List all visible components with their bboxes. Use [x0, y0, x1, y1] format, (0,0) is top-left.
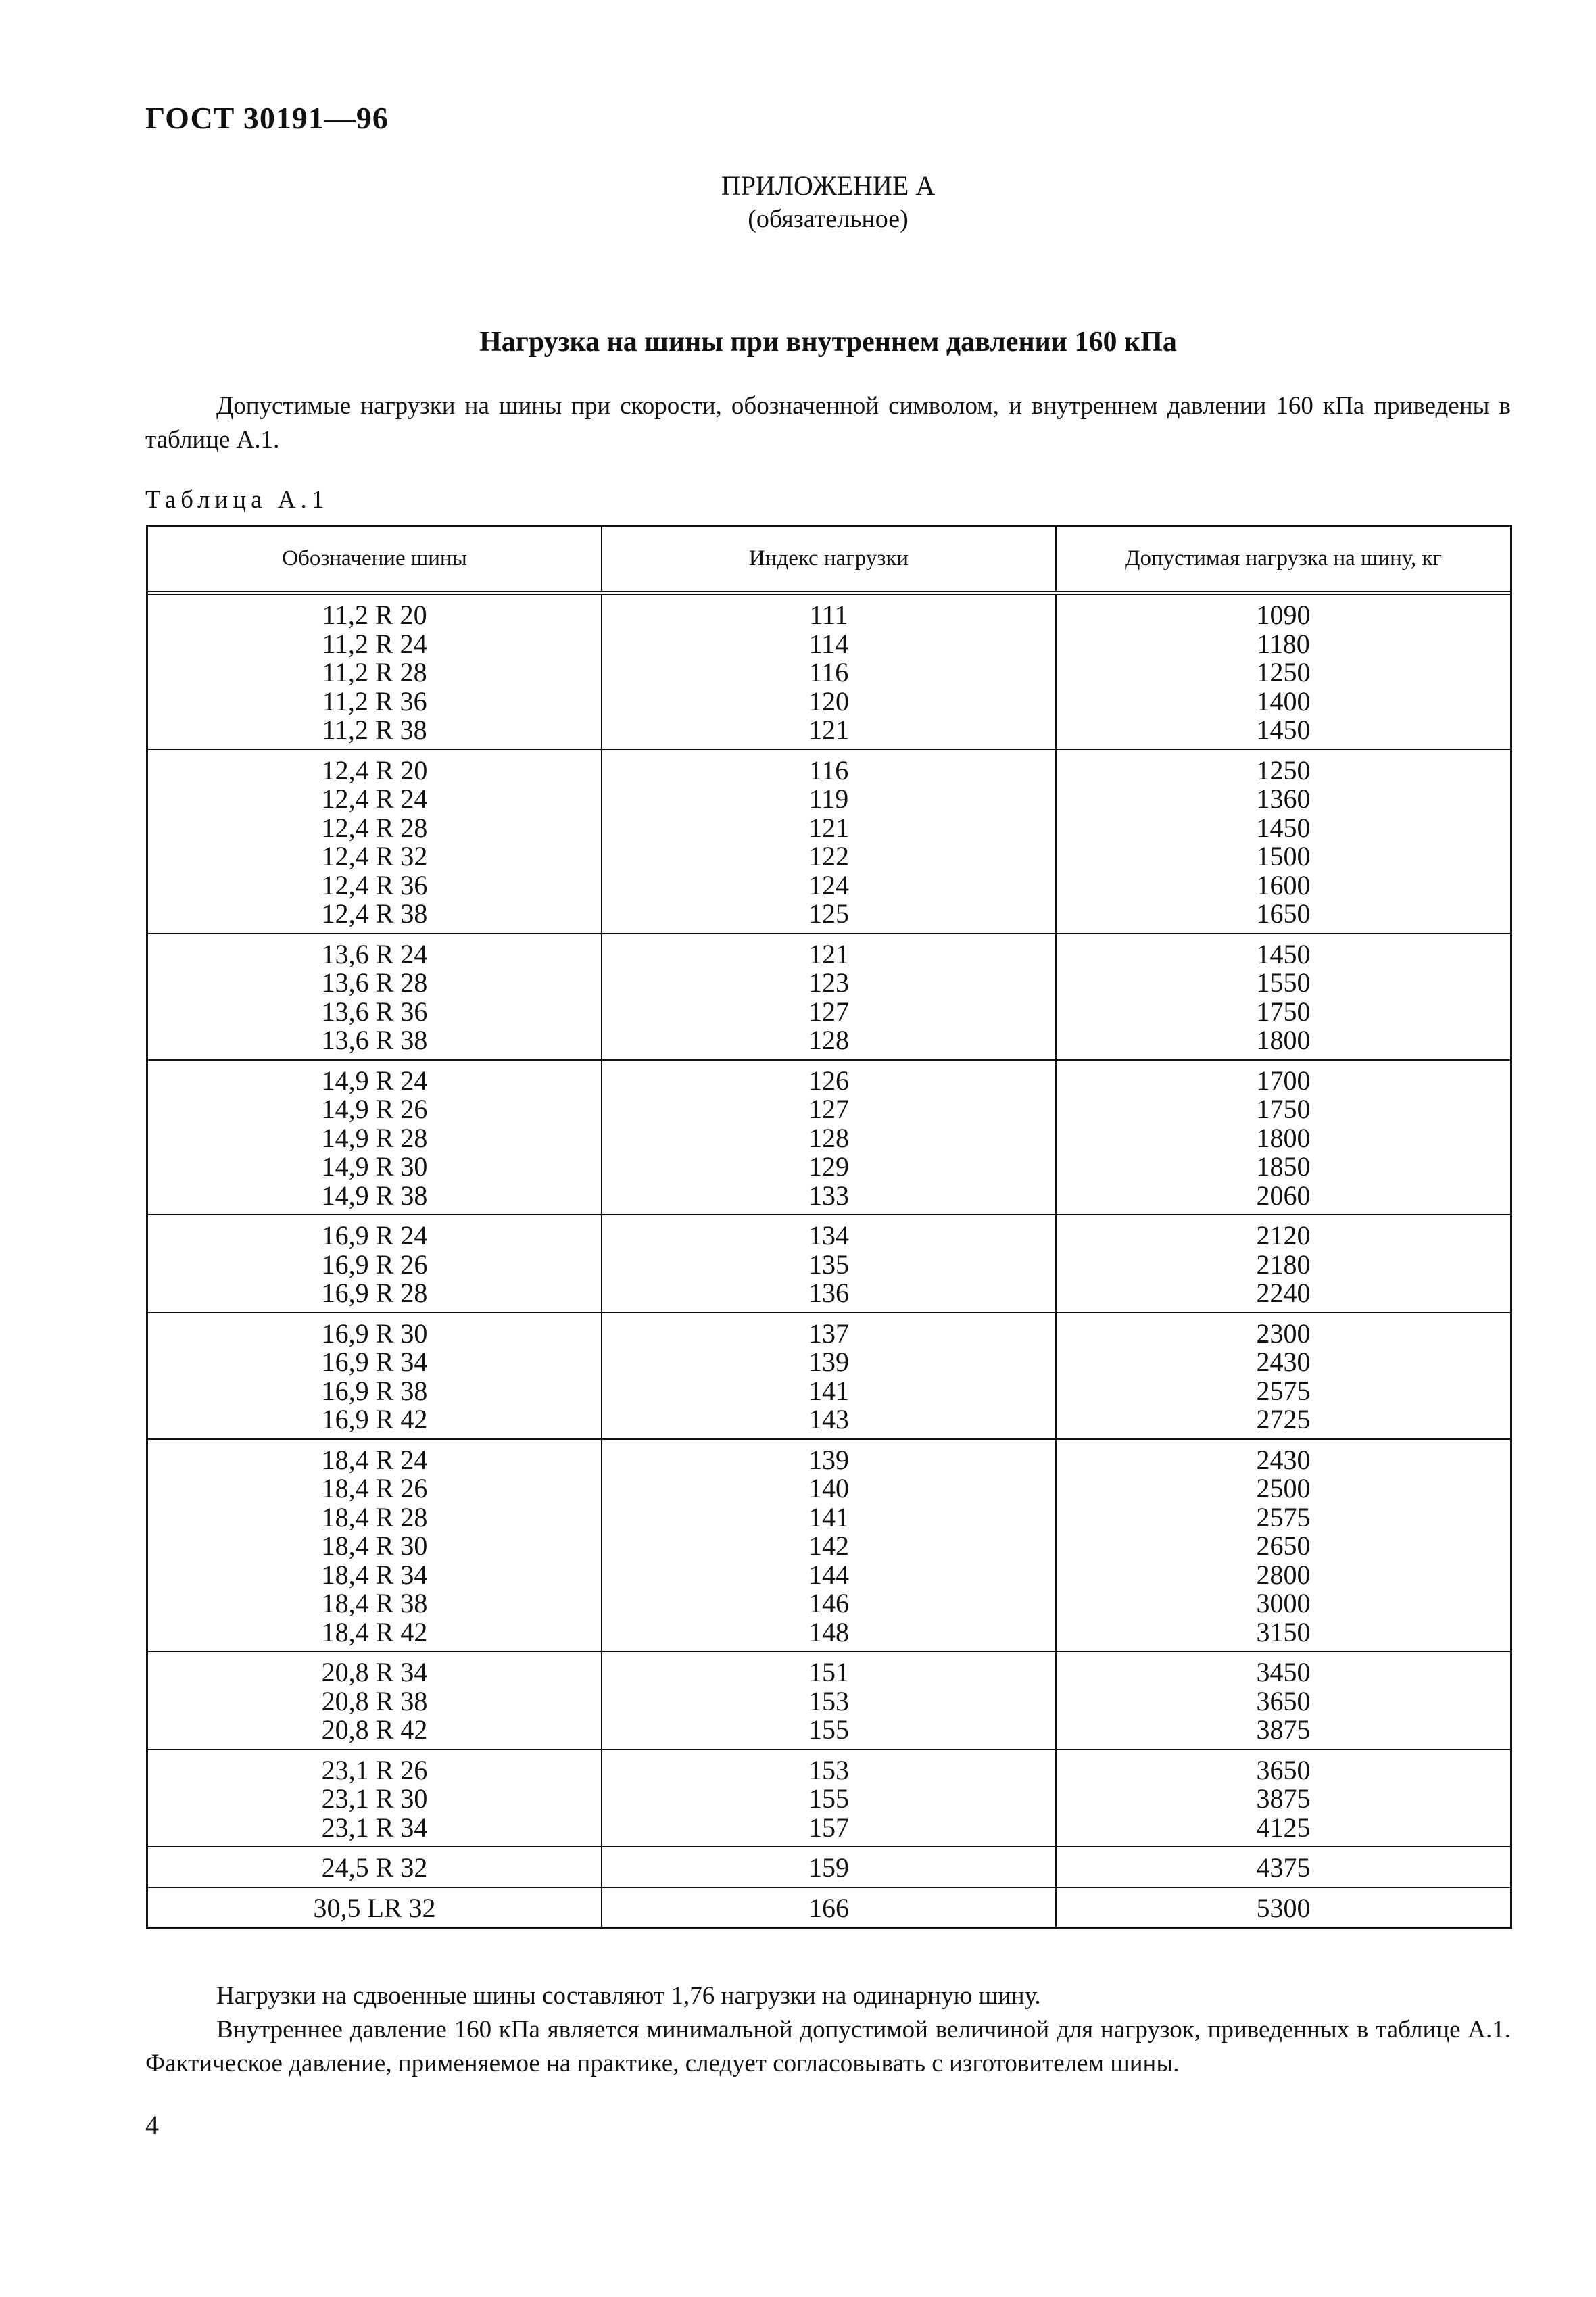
- load-index-cell: 144: [808, 1559, 849, 1590]
- tire-designation-column: [148, 595, 602, 749]
- permissible-load-cell: 2240: [1256, 1278, 1311, 1308]
- load-index-column: [602, 1750, 1057, 1847]
- table-row-group: [148, 1061, 1510, 1216]
- load-index-cell: 122: [808, 841, 849, 871]
- permissible-load-column: [1057, 1854, 1510, 1883]
- permissible-load-cell: 2575: [1256, 1501, 1311, 1532]
- tire-designation-cell: 18,4 R 28: [321, 1501, 428, 1532]
- note-dual-tires: Нагрузки на сдвоенные шины составляют 1,76 нагрузки на одинарную шину.: [216, 1982, 1041, 2010]
- tire-designation-column: [148, 1313, 602, 1438]
- tire-designation-cell: 16,9 R 28: [321, 1278, 428, 1308]
- load-index-cell: 141: [808, 1501, 849, 1532]
- permissible-load-cell: 1550: [1256, 967, 1311, 998]
- tire-designation-cell: 12,4 R 28: [321, 812, 428, 843]
- table-row-group: [148, 1313, 1510, 1440]
- load-index-cell: 120: [808, 685, 849, 717]
- load-index-cell: 166: [808, 1892, 849, 1923]
- page-number: 4: [145, 2110, 159, 2140]
- tire-designation-column: [148, 1750, 602, 1847]
- permissible-load-cell: 1800: [1256, 1122, 1311, 1153]
- tire-designation-cell: 18,4 R 26: [321, 1473, 428, 1503]
- load-index-cell: 116: [808, 754, 849, 785]
- permissible-load-cell: 5300: [1256, 1892, 1311, 1923]
- tire-designation-cell: 14,9 R 30: [321, 1151, 428, 1182]
- permissible-load-column: [1057, 756, 1510, 929]
- load-index-cell: 128: [808, 1122, 849, 1153]
- load-index-cell: 146: [808, 1588, 849, 1618]
- header-permissible-load: Допустимая нагрузка на шину, кг: [1124, 546, 1443, 571]
- load-index-cell: 135: [808, 1249, 849, 1280]
- permissible-load-cell: 3150: [1256, 1616, 1311, 1647]
- permissible-load-cell: 2430: [1256, 1347, 1311, 1377]
- tire-designation-column: [148, 934, 602, 1059]
- load-table: [146, 525, 1512, 1929]
- permissible-load-cell: 3875: [1256, 1783, 1311, 1814]
- permissible-load-cell: 2120: [1256, 1220, 1311, 1251]
- load-index-cell: 121: [808, 938, 849, 969]
- load-index-column: [602, 934, 1057, 1059]
- tire-designation-cell: 23,1 R 30: [321, 1783, 428, 1814]
- permissible-load-cell: 1250: [1256, 657, 1311, 687]
- tire-designation-cell: 18,4 R 38: [321, 1588, 428, 1618]
- permissible-load-cell: 3000: [1256, 1588, 1311, 1618]
- load-index-column: [602, 1847, 1057, 1887]
- tire-designation-cell: 16,9 R 38: [321, 1375, 428, 1406]
- tire-designation-cell: 11,2 R 20: [322, 600, 427, 630]
- tire-designation-cell: 13,6 R 36: [321, 996, 428, 1027]
- permissible-load-column: [1057, 1658, 1510, 1745]
- permissible-load-cell: 1090: [1256, 600, 1311, 630]
- tire-designation-column: [148, 1061, 602, 1215]
- table-caption: Таблица А.1: [145, 486, 329, 514]
- load-index-cell: 128: [808, 1025, 849, 1055]
- permissible-load-cell: 1650: [1256, 898, 1311, 929]
- permissible-load-cell: 2575: [1256, 1375, 1311, 1406]
- load-index-cell: 134: [808, 1220, 849, 1251]
- permissible-load-column: [1057, 1446, 1510, 1647]
- note-pressure: Внутреннее давление 160 кПа является минимальной допустимой величиной для нагрузок, приведенных в таблице А.1. Фактическое давление, применяемое на практике, следует согласовывать с изготовителем шины.: [145, 2016, 1511, 2077]
- tire-designation-cell: 23,1 R 34: [321, 1812, 428, 1843]
- permissible-load-column: [1057, 1756, 1510, 1843]
- permissible-load-cell: 2180: [1256, 1249, 1311, 1280]
- tire-designation-column: [148, 1652, 602, 1749]
- load-index-cell: 136: [808, 1278, 849, 1308]
- load-index-cell: 153: [808, 1754, 849, 1785]
- section-heading: Нагрузка на шины при внутреннем давлении 160 кПа: [479, 327, 1177, 358]
- permissible-load-column: [1057, 940, 1510, 1055]
- permissible-load-cell: 2800: [1256, 1559, 1311, 1590]
- permissible-load-cell: 3650: [1256, 1685, 1311, 1716]
- load-index-cell: 137: [808, 1317, 849, 1349]
- permissible-load-cell: 2725: [1256, 1404, 1311, 1434]
- tire-designation-cell: 30,5 LR 32: [313, 1892, 436, 1923]
- load-index-cell: 148: [808, 1616, 849, 1647]
- table-header-row: [148, 527, 1510, 595]
- load-index-cell: 127: [808, 996, 849, 1027]
- table-row-group: [148, 1215, 1510, 1313]
- permissible-load-cell: 1800: [1256, 1025, 1311, 1055]
- load-index-cell: 121: [808, 715, 849, 745]
- load-index-cell: 140: [808, 1473, 849, 1503]
- tire-designation-cell: 14,9 R 26: [321, 1094, 428, 1124]
- tire-designation-cell: 12,4 R 20: [321, 754, 428, 785]
- load-index-cell: 139: [808, 1347, 849, 1377]
- load-index-cell: 155: [808, 1783, 849, 1814]
- load-index-cell: 139: [808, 1444, 849, 1475]
- permissible-load-cell: 3450: [1256, 1657, 1311, 1687]
- permissible-load-cell: 1450: [1256, 812, 1311, 843]
- permissible-load-cell: 1600: [1256, 869, 1311, 900]
- permissible-load-column: [1057, 601, 1510, 745]
- header-tire-designation: Обозначение шины: [148, 527, 602, 591]
- tire-designation-column: [148, 1847, 602, 1887]
- permissible-load-cell: 1700: [1256, 1065, 1311, 1096]
- load-index-cell: 157: [808, 1812, 849, 1843]
- load-index-column: [602, 750, 1057, 933]
- table-row-group: [148, 1750, 1510, 1848]
- table-row-group: [148, 1847, 1510, 1888]
- tire-designation-cell: 13,6 R 24: [321, 938, 428, 969]
- load-index-cell: 151: [808, 1657, 849, 1687]
- permissible-load-cell: 1400: [1256, 685, 1311, 717]
- tire-designation-cell: 16,9 R 24: [321, 1220, 428, 1251]
- tire-designation-cell: 13,6 R 38: [321, 1025, 428, 1055]
- appendix-status: (обязательное): [748, 205, 909, 233]
- tire-designation-cell: 20,8 R 34: [321, 1657, 428, 1687]
- permissible-load-cell: 3875: [1256, 1714, 1311, 1745]
- document-code: ГОСТ 30191—96: [145, 101, 389, 135]
- permissible-load-column: [1057, 1317, 1510, 1434]
- load-index-cell: 119: [808, 783, 849, 814]
- permissible-load-cell: 3650: [1256, 1754, 1311, 1785]
- load-index-cell: 111: [809, 600, 848, 630]
- tire-designation-cell: 20,8 R 38: [321, 1685, 428, 1716]
- permissible-load-cell: 1500: [1256, 841, 1311, 871]
- load-index-column: [602, 1888, 1057, 1927]
- load-index-cell: 126: [808, 1065, 849, 1096]
- permissible-load-cell: 1450: [1256, 715, 1311, 745]
- tire-designation-cell: 13,6 R 28: [321, 967, 428, 998]
- load-index-column: [602, 1215, 1057, 1312]
- load-index-column: [602, 1652, 1057, 1749]
- load-index-column: [602, 1440, 1057, 1651]
- tire-designation-cell: 16,9 R 30: [321, 1317, 428, 1349]
- table-row-group: [148, 934, 1510, 1061]
- tire-designation-cell: 18,4 R 24: [321, 1444, 428, 1475]
- tire-designation-cell: 14,9 R 38: [321, 1180, 428, 1211]
- permissible-load-cell: 1180: [1257, 628, 1310, 659]
- permissible-load-cell: 2500: [1256, 1473, 1311, 1503]
- tire-designation-cell: 18,4 R 34: [321, 1559, 428, 1590]
- tire-designation-cell: 12,4 R 36: [321, 869, 428, 900]
- load-index-cell: 142: [808, 1530, 849, 1561]
- tire-designation-cell: 12,4 R 32: [321, 841, 428, 871]
- load-index-cell: 129: [808, 1151, 849, 1182]
- load-index-cell: 143: [808, 1404, 849, 1434]
- table-row-group: [148, 1440, 1510, 1653]
- tire-designation-cell: 18,4 R 30: [321, 1530, 428, 1561]
- load-index-cell: 116: [808, 657, 849, 687]
- tire-designation-column: [148, 750, 602, 933]
- load-index-cell: 124: [808, 869, 849, 900]
- tire-designation-cell: 11,2 R 36: [322, 685, 427, 717]
- permissible-load-cell: 1450: [1256, 938, 1311, 969]
- load-index-cell: 159: [808, 1852, 849, 1883]
- load-index-cell: 133: [808, 1180, 849, 1211]
- permissible-load-column: [1057, 1222, 1510, 1308]
- load-index-cell: 127: [808, 1094, 849, 1124]
- appendix-title: ПРИЛОЖЕНИЕ А: [721, 170, 936, 201]
- permissible-load-cell: 4375: [1256, 1852, 1311, 1883]
- table-row-group: [148, 595, 1510, 750]
- load-index-cell: 114: [808, 628, 849, 659]
- permissible-load-cell: 2650: [1256, 1530, 1311, 1561]
- table-row-group: [148, 1888, 1510, 1927]
- tire-designation-cell: 16,9 R 26: [321, 1249, 428, 1280]
- tire-designation-column: [148, 1888, 602, 1927]
- permissible-load-cell: 4125: [1256, 1812, 1311, 1843]
- load-index-column: [602, 595, 1057, 749]
- permissible-load-cell: 2060: [1256, 1180, 1311, 1211]
- tire-designation-cell: 18,4 R 42: [321, 1616, 428, 1647]
- load-index-cell: 125: [808, 898, 849, 929]
- tire-designation-cell: 24,5 R 32: [321, 1852, 428, 1883]
- tire-designation-cell: 23,1 R 26: [321, 1754, 428, 1785]
- permissible-load-cell: 1250: [1256, 754, 1311, 785]
- permissible-load-column: [1057, 1894, 1510, 1923]
- tire-designation-column: [148, 1215, 602, 1312]
- permissible-load-cell: 1750: [1256, 996, 1311, 1027]
- intro-paragraph: Допустимые нагрузки на шины при скорости, обозначенной символом, и внутреннем давлении 160 кПа приведены в таблице А.1.: [145, 392, 1511, 454]
- tire-designation-cell: 11,2 R 24: [322, 628, 427, 659]
- tire-designation-cell: 11,2 R 38: [322, 715, 427, 745]
- tire-designation-cell: 20,8 R 42: [321, 1714, 428, 1745]
- tire-designation-cell: 16,9 R 34: [321, 1347, 428, 1377]
- tire-designation-cell: 11,2 R 28: [322, 657, 427, 687]
- tire-designation-column: [148, 1440, 602, 1651]
- tire-designation-cell: 14,9 R 28: [321, 1122, 428, 1153]
- load-index-column: [602, 1313, 1057, 1438]
- tire-designation-cell: 12,4 R 24: [321, 783, 428, 814]
- tire-designation-cell: 12,4 R 38: [321, 898, 428, 929]
- tire-designation-cell: 14,9 R 24: [321, 1065, 428, 1096]
- permissible-load-cell: 2430: [1256, 1444, 1311, 1475]
- permissible-load-cell: 1850: [1256, 1151, 1311, 1182]
- permissible-load-cell: 1750: [1256, 1094, 1311, 1124]
- table-row-group: [148, 750, 1510, 934]
- header-load-index: Индекс нагрузки: [602, 527, 1057, 591]
- load-index-cell: 123: [808, 967, 849, 998]
- permissible-load-cell: 1360: [1256, 783, 1311, 814]
- table-body: [148, 595, 1510, 1927]
- permissible-load-column: [1057, 1067, 1510, 1211]
- load-index-cell: 121: [808, 812, 849, 843]
- load-index-column: [602, 1061, 1057, 1215]
- load-index-cell: 141: [808, 1375, 849, 1406]
- table-row-group: [148, 1652, 1510, 1750]
- load-index-cell: 155: [808, 1714, 849, 1745]
- load-index-cell: 153: [808, 1685, 849, 1716]
- permissible-load-cell: 2300: [1256, 1317, 1311, 1349]
- tire-designation-cell: 16,9 R 42: [321, 1404, 428, 1434]
